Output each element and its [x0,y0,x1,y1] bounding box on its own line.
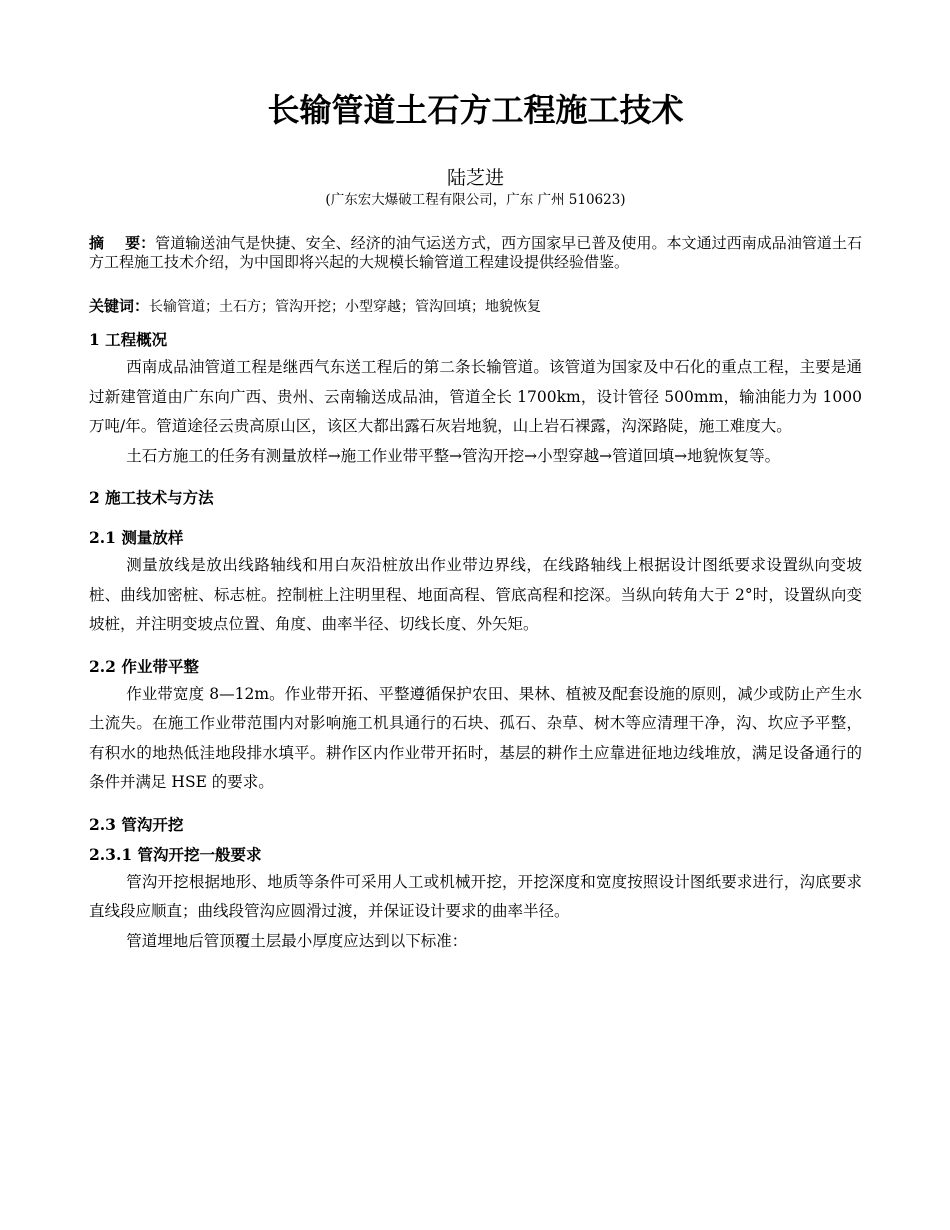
abstract [89,234,862,272]
paragraph: 管沟开挖根据地形、地质等条件可采用人工或机械开挖，开挖深度和宽度按照设计图纸要求进行，沟底要求直线段应顺直；曲线段管沟应圆滑过渡，并保证设计要求的曲率半径。 [89,872,862,920]
section-heading-2-1: 2.1 测量放样 [89,528,184,547]
section-heading-2-3-1: 2.3.1 管沟开挖一般要求 [89,844,262,864]
paper-body [89,327,862,956]
paragraph: 管道埋地后管顶覆土层最小厚度应达到以下标准： [126,931,468,950]
paper-title: 长输管道土石方工程施工技术 [267,91,684,129]
section-heading-2-3: 2.3 管沟开挖 [89,814,184,834]
keywords [89,296,862,317]
author-name: 陆芝进 [446,167,504,189]
section-heading-1: 1 工程概况 [89,330,168,349]
author-affiliation: (广东宏大爆破工程有限公司，广东 广州 510623) [325,192,626,208]
abstract-label: 摘 要： [89,234,156,252]
keywords-text: 长输管道；土石方；管沟开挖；小型穿越；管沟回填；地貌恢复 [149,299,542,315]
keywords-label: 关键词： [89,297,150,315]
paragraph: 测量放线是放出线路轴线和用白灰沿桩放出作业带边界线，在线路轴线上根据设计图纸要求设置纵向变坡桩、曲线加密桩、标志桩。控制桩上注明里程、地面高程、管底高程和挖深。当纵向转角大于 2°时，设置纵向变坡桩，并注明变坡点位置、角度、曲率半径、切线长度、外矢矩。 [89,556,862,633]
paragraph: 土石方施工的任务有测量放样→施工作业带平整→管沟开挖→小型穿越→管道回填→地貌恢复等。 [126,446,781,465]
section-heading-2: 2 施工技术与方法 [89,488,214,507]
paragraph: 西南成品油管道工程是继西气东送工程后的第二条长输管道。该管道为国家及中石化的重点工程，主要是通过新建管道由广东向广西、贵州、云南输送成品油，管道全长 1700km，设计管径 500mm，输油能力为 1000 万吨/年。管道途径云贵高原山区，该区大都出露石灰岩地貌，山上岩石裸露，沟深路陡，施工难度大。 [89,358,862,435]
paragraph: 作业带宽度 8—12m。作业带开拓、平整遵循保护农田、果林、植被及配套设施的原则，减少或防止产生水土流失。在施工作业带范围内对影响施工机具通行的石块、孤石、杂草、树木等应清理干净，沟、坎应予平整，有积水的地热低洼地段排水填平。耕作区内作业带开拓时，基层的耕作土应靠进征地边线堆放，满足设备通行的条件并满足 HSE 的要求。 [89,684,862,791]
section-heading-2-2: 2.2 作业带平整 [89,656,199,676]
abstract-text: 管道输送油气是快捷、安全、经济的油气运送方式，西方国家早已普及使用。本文通过西南成品油管道土石方工程施工技术介绍，为中国即将兴起的大规模长输管道工程建设提供经验借鉴。 [89,234,862,271]
